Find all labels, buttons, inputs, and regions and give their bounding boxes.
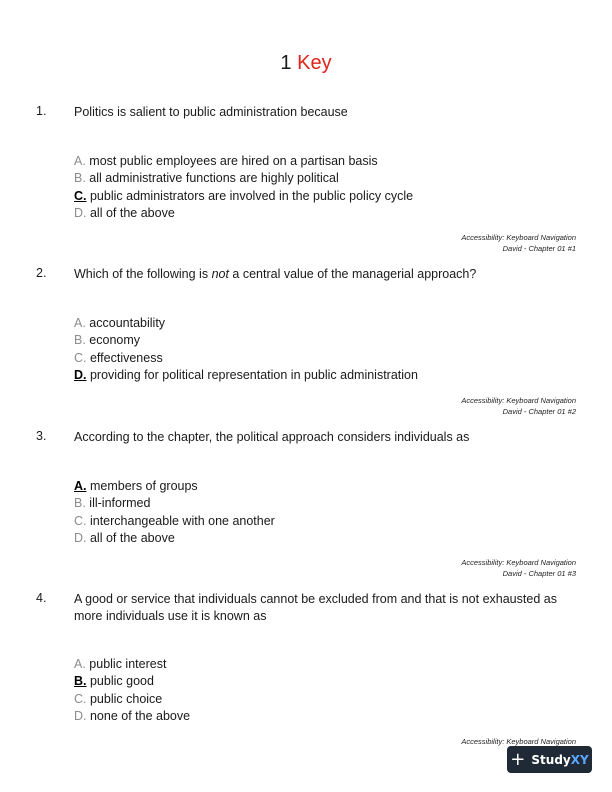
studyxy-badge[interactable]	[507, 746, 592, 773]
question-text: Which of the following is not a central value of the managerial approach?	[74, 267, 477, 281]
options-list	[74, 478, 275, 548]
option-text: providing for political representation in public administration	[89, 368, 418, 383]
correct-option-letter: D.	[74, 368, 87, 383]
option-c[interactable]	[74, 691, 190, 708]
correct-option-letter: C.	[74, 188, 87, 203]
option-letter: C.	[74, 691, 87, 706]
question-meta	[461, 233, 576, 254]
option-letter: D.	[74, 709, 87, 724]
question-number: 3.	[36, 429, 47, 443]
option-b[interactable]	[74, 170, 413, 187]
plus-icon: +	[510, 748, 526, 770]
option-text: all of the above	[89, 206, 175, 221]
option-letter: C.	[74, 513, 87, 528]
option-letter: A.	[74, 316, 86, 330]
question-text: Politics is salient to public administration because	[74, 105, 348, 119]
option-b[interactable]	[74, 332, 418, 349]
option-letter: B.	[74, 333, 86, 348]
question-meta	[461, 558, 576, 579]
option-d[interactable]	[74, 530, 275, 547]
options-list	[74, 315, 418, 385]
chapter-ref: David - Chapter 01 #2	[502, 406, 576, 416]
question-text: According to the chapter, the political approach considers individuals as	[74, 430, 470, 444]
option-c[interactable]	[74, 188, 413, 205]
brand-name: Study	[531, 752, 571, 767]
option-b[interactable]	[74, 673, 190, 690]
options-list	[74, 656, 190, 726]
option-d[interactable]	[74, 367, 418, 384]
option-letter: A.	[74, 154, 86, 168]
option-a[interactable]	[74, 478, 275, 495]
option-text: public interest	[89, 657, 167, 671]
option-d[interactable]	[74, 708, 190, 725]
accessibility-note: Accessibility: Keyboard Navigation	[461, 233, 576, 242]
option-letter: D.	[74, 206, 87, 221]
option-text: members of groups	[89, 479, 198, 493]
option-text: ill-informed	[89, 496, 151, 511]
accessibility-note: Accessibility: Keyboard Navigation	[461, 558, 576, 567]
option-text: public administrators are involved in the public policy cycle	[89, 188, 414, 203]
page-title	[0, 50, 612, 76]
option-text: effectiveness	[89, 350, 163, 365]
emphasis-text: not	[211, 267, 229, 281]
option-b[interactable]	[74, 495, 275, 512]
option-text: economy	[89, 333, 141, 348]
option-text: most public employees are hired on a partisan basis	[89, 154, 378, 168]
option-text: accountability	[89, 316, 166, 330]
question-number: 1.	[36, 104, 47, 118]
option-a[interactable]	[74, 315, 418, 332]
question-number: 2.	[36, 266, 47, 280]
option-a[interactable]	[74, 656, 190, 673]
option-text: public good	[89, 674, 154, 689]
correct-option-letter: A.	[74, 479, 87, 493]
question-meta	[461, 396, 576, 417]
option-text: none of the above	[89, 709, 191, 724]
option-letter: B.	[74, 171, 86, 186]
chapter-ref: David - Chapter 01 #3	[502, 568, 576, 578]
brand-accent: XY	[570, 752, 589, 767]
option-a[interactable]	[74, 153, 413, 170]
title-number: 1	[280, 52, 292, 74]
option-letter: A.	[74, 657, 86, 671]
option-letter: B.	[74, 496, 86, 511]
options-list	[74, 153, 413, 223]
option-d[interactable]	[74, 205, 413, 222]
accessibility-note: Accessibility: Keyboard Navigation	[461, 737, 576, 746]
option-text: interchangeable with one another	[89, 513, 275, 528]
accessibility-note: Accessibility: Keyboard Navigation	[461, 396, 576, 405]
chapter-ref: David - Chapter 01 #1	[502, 243, 576, 253]
option-text: all administrative functions are highly political	[89, 171, 339, 186]
option-c[interactable]	[74, 513, 275, 530]
option-letter: D.	[74, 531, 87, 546]
option-letter: C.	[74, 350, 87, 365]
correct-option-letter: B.	[74, 674, 87, 689]
question-text: A good or service that individuals cannot be excluded from and that is not exhausted as more individuals use it is known as	[74, 592, 557, 623]
option-text: public choice	[89, 691, 163, 706]
question-number: 4.	[36, 591, 47, 605]
title-key: Key	[297, 52, 332, 74]
option-c[interactable]	[74, 350, 418, 367]
option-text: all of the above	[89, 531, 175, 546]
